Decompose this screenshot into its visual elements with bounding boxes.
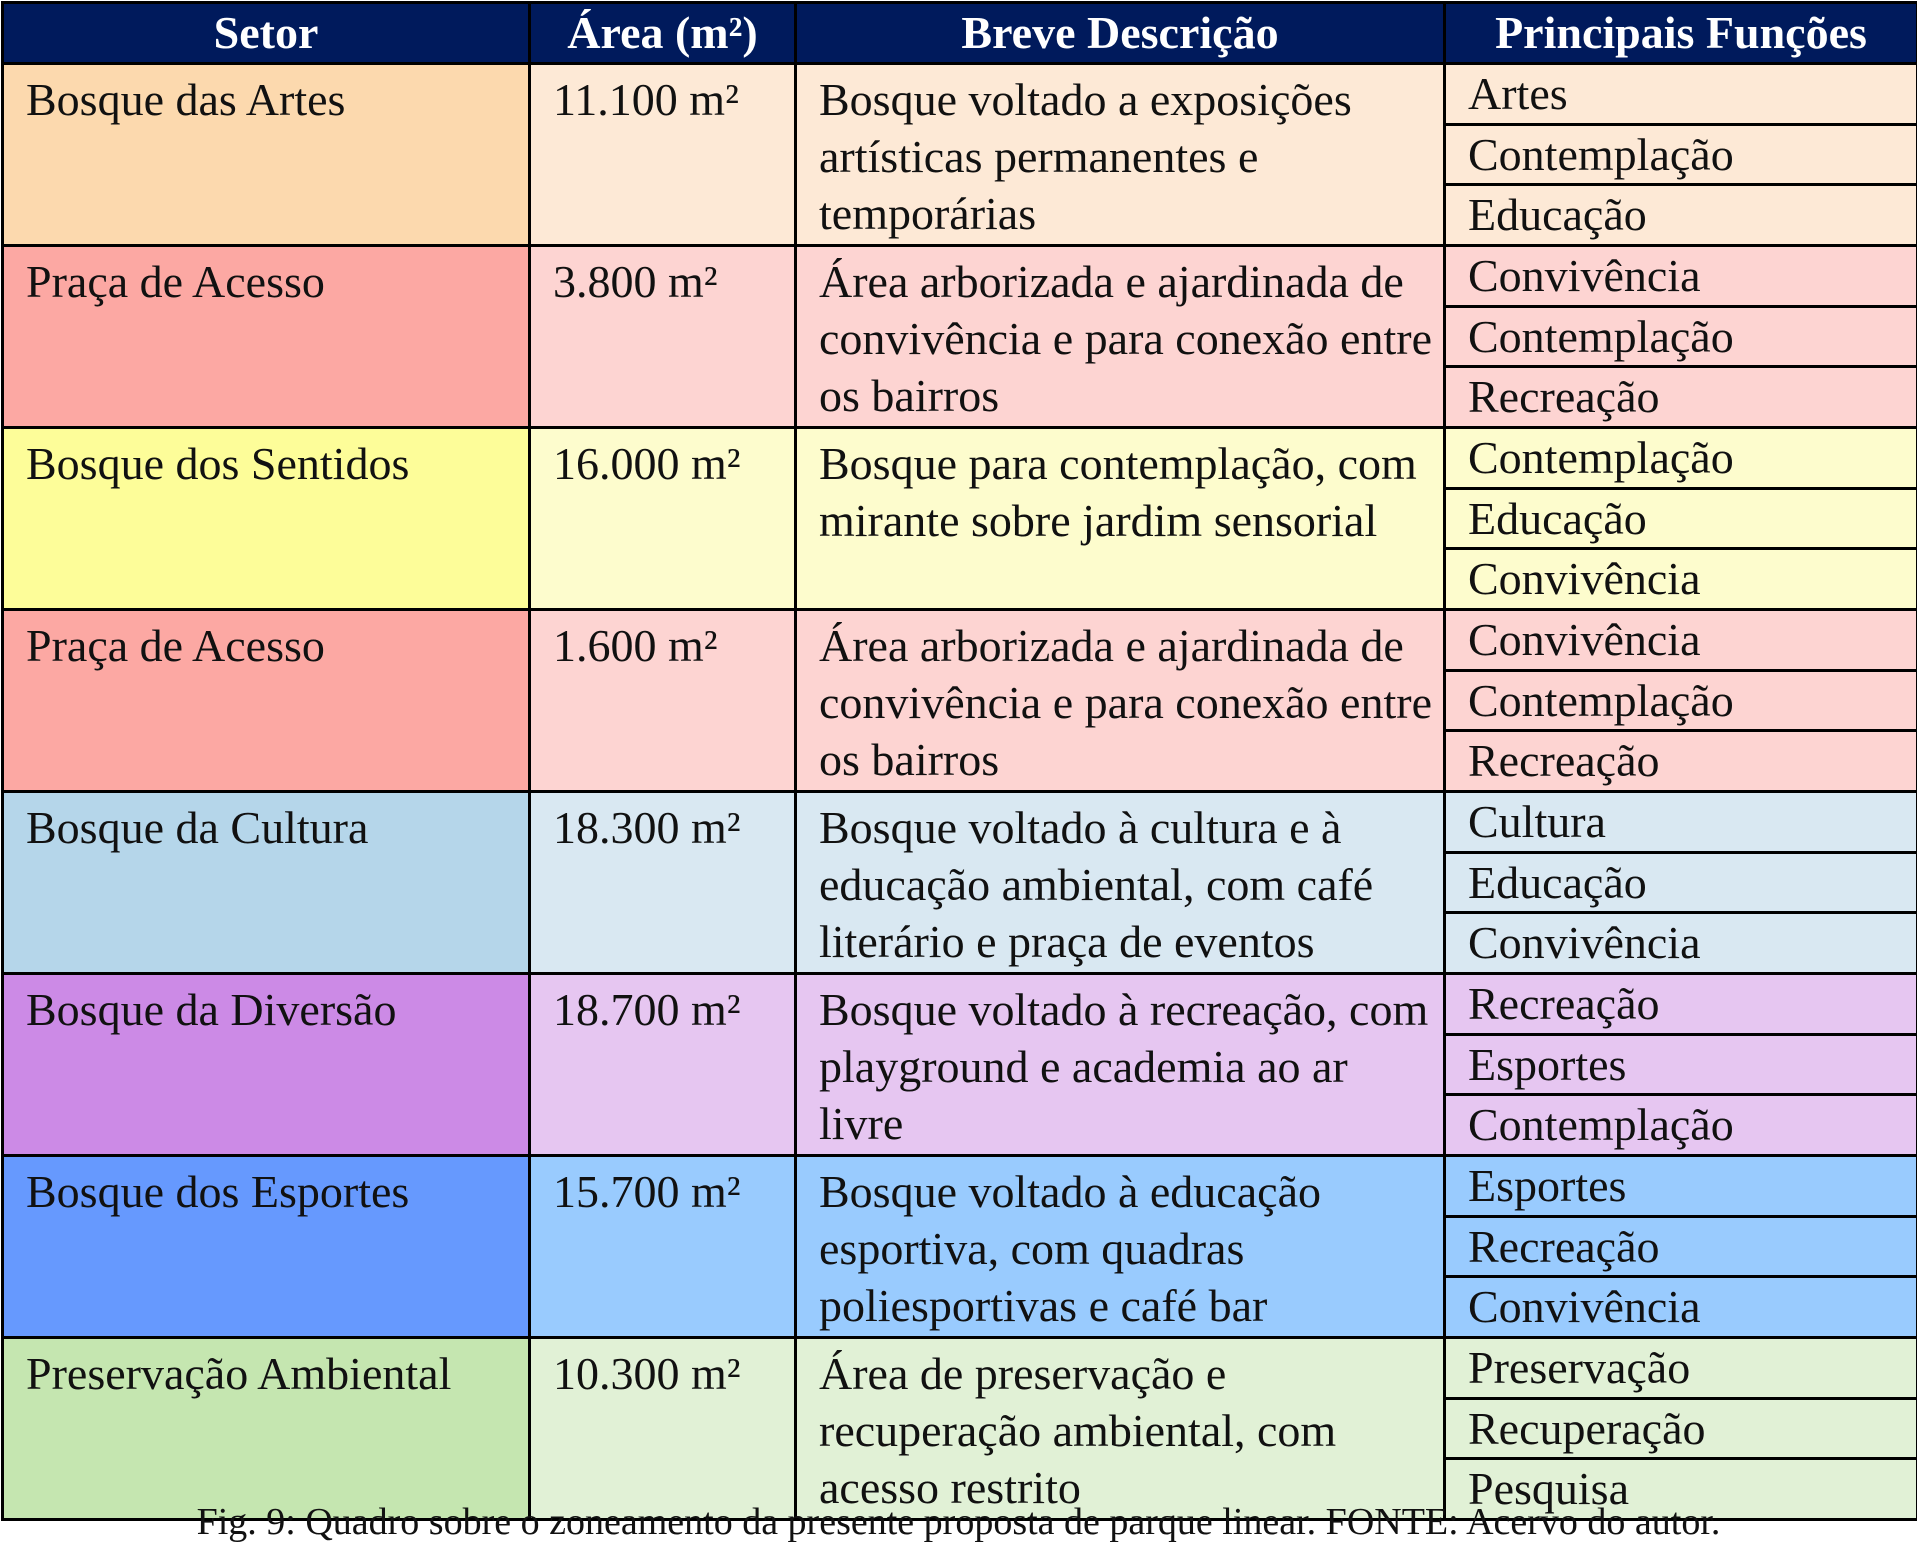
table-row	[3, 610, 1917, 792]
cell-area: 18.300 m²	[530, 792, 796, 974]
table-row	[3, 792, 1917, 974]
funcoes-list	[1446, 247, 1916, 426]
table-header-row	[3, 3, 1917, 64]
funcao-item: Contemplação	[1446, 305, 1916, 366]
cell-funcoes	[1445, 64, 1917, 246]
zoning-table	[1, 1, 1917, 1521]
header-descricao: Breve Descrição	[796, 3, 1445, 64]
cell-area: 1.600 m²	[530, 610, 796, 792]
cell-setor: Bosque dos Esportes	[3, 1156, 530, 1338]
cell-funcoes	[1445, 1156, 1917, 1338]
funcao-item: Recreação	[1446, 365, 1916, 426]
funcoes-list	[1446, 793, 1916, 972]
cell-area: 15.700 m²	[530, 1156, 796, 1338]
funcao-item: Recuperação	[1446, 1397, 1916, 1458]
table-row	[3, 64, 1917, 246]
cell-setor: Praça de Acesso	[3, 610, 530, 792]
cell-area: 16.000 m²	[530, 428, 796, 610]
funcao-item: Pesquisa	[1446, 1457, 1916, 1518]
cell-descricao: Área arborizada e ajardinada de convivência e para conexão entre os bairros	[796, 610, 1445, 792]
table-body	[3, 64, 1917, 1520]
cell-descricao: Bosque voltado à recreação, com playground e academia ao ar livre	[796, 974, 1445, 1156]
funcao-item: Recreação	[1468, 977, 1660, 1029]
cell-descricao: Bosque voltado a exposições artísticas permanentes e temporárias	[796, 64, 1445, 246]
funcao-item: Contemplação	[1446, 123, 1916, 184]
funcao-item: Educação	[1446, 487, 1916, 548]
funcao-item: Convivência	[1446, 911, 1916, 972]
header-setor: Setor	[3, 3, 530, 64]
cell-funcoes	[1445, 428, 1917, 610]
figure-caption: Fig. 9: Quadro sobre o zoneamento da presente proposta de parque linear. FONTE: Acervo do autor.	[196, 1501, 1721, 1543]
table-row	[3, 1156, 1917, 1338]
funcao-item: Convivência	[1446, 547, 1916, 608]
funcao-item: Contemplação	[1468, 431, 1734, 483]
funcoes-list	[1446, 429, 1916, 608]
table-row	[3, 428, 1917, 610]
cell-descricao: Bosque voltado à cultura e à educação ambiental, com café literário e praça de eventos	[796, 792, 1445, 974]
cell-setor: Bosque das Artes	[3, 64, 530, 246]
funcao-item: Educação	[1446, 183, 1916, 244]
funcao-item: Artes	[1468, 67, 1568, 119]
cell-area: 11.100 m²	[530, 64, 796, 246]
cell-descricao: Área de preservação e recuperação ambiental, com acesso restrito	[796, 1338, 1445, 1520]
cell-area: 3.800 m²	[530, 246, 796, 428]
table-row	[3, 1338, 1917, 1520]
funcao-item: Contemplação	[1446, 669, 1916, 730]
funcao-item: Esportes	[1468, 1159, 1627, 1211]
funcao-item: Educação	[1446, 851, 1916, 912]
cell-funcoes	[1445, 610, 1917, 792]
cell-setor: Bosque dos Sentidos	[3, 428, 530, 610]
funcoes-list	[1446, 1157, 1916, 1336]
table-row	[3, 246, 1917, 428]
funcoes-list	[1446, 65, 1916, 244]
cell-setor: Preservação Ambiental	[3, 1338, 530, 1520]
header-area: Área (m²)	[530, 3, 796, 64]
cell-area: 10.300 m²	[530, 1338, 796, 1520]
cell-funcoes	[1445, 974, 1917, 1156]
funcoes-list	[1446, 975, 1916, 1154]
funcoes-list	[1446, 1339, 1916, 1518]
funcao-item: Recreação	[1446, 1215, 1916, 1276]
cell-funcoes	[1445, 1338, 1917, 1520]
cell-descricao: Bosque para contemplação, com mirante sobre jardim sensorial	[796, 428, 1445, 610]
cell-setor: Bosque da Diversão	[3, 974, 530, 1156]
funcao-item: Convivência	[1468, 613, 1701, 665]
funcao-item: Preservação	[1468, 1341, 1691, 1393]
header-funcoes: Principais Funções	[1445, 3, 1917, 64]
cell-area: 18.700 m²	[530, 974, 796, 1156]
funcao-item: Contemplação	[1446, 1093, 1916, 1154]
cell-setor: Praça de Acesso	[3, 246, 530, 428]
funcao-item: Esportes	[1446, 1033, 1916, 1094]
cell-descricao: Área arborizada e ajardinada de convivência e para conexão entre os bairros	[796, 246, 1445, 428]
funcao-item: Recreação	[1446, 729, 1916, 790]
cell-descricao: Bosque voltado à educação esportiva, com quadras poliesportivas e café bar	[796, 1156, 1445, 1338]
funcoes-list	[1446, 611, 1916, 790]
funcao-item: Cultura	[1468, 795, 1606, 847]
funcao-item: Convivência	[1468, 249, 1701, 301]
table-row	[3, 974, 1917, 1156]
funcao-item: Convivência	[1446, 1275, 1916, 1336]
cell-funcoes	[1445, 246, 1917, 428]
cell-setor: Bosque da Cultura	[3, 792, 530, 974]
cell-funcoes	[1445, 792, 1917, 974]
